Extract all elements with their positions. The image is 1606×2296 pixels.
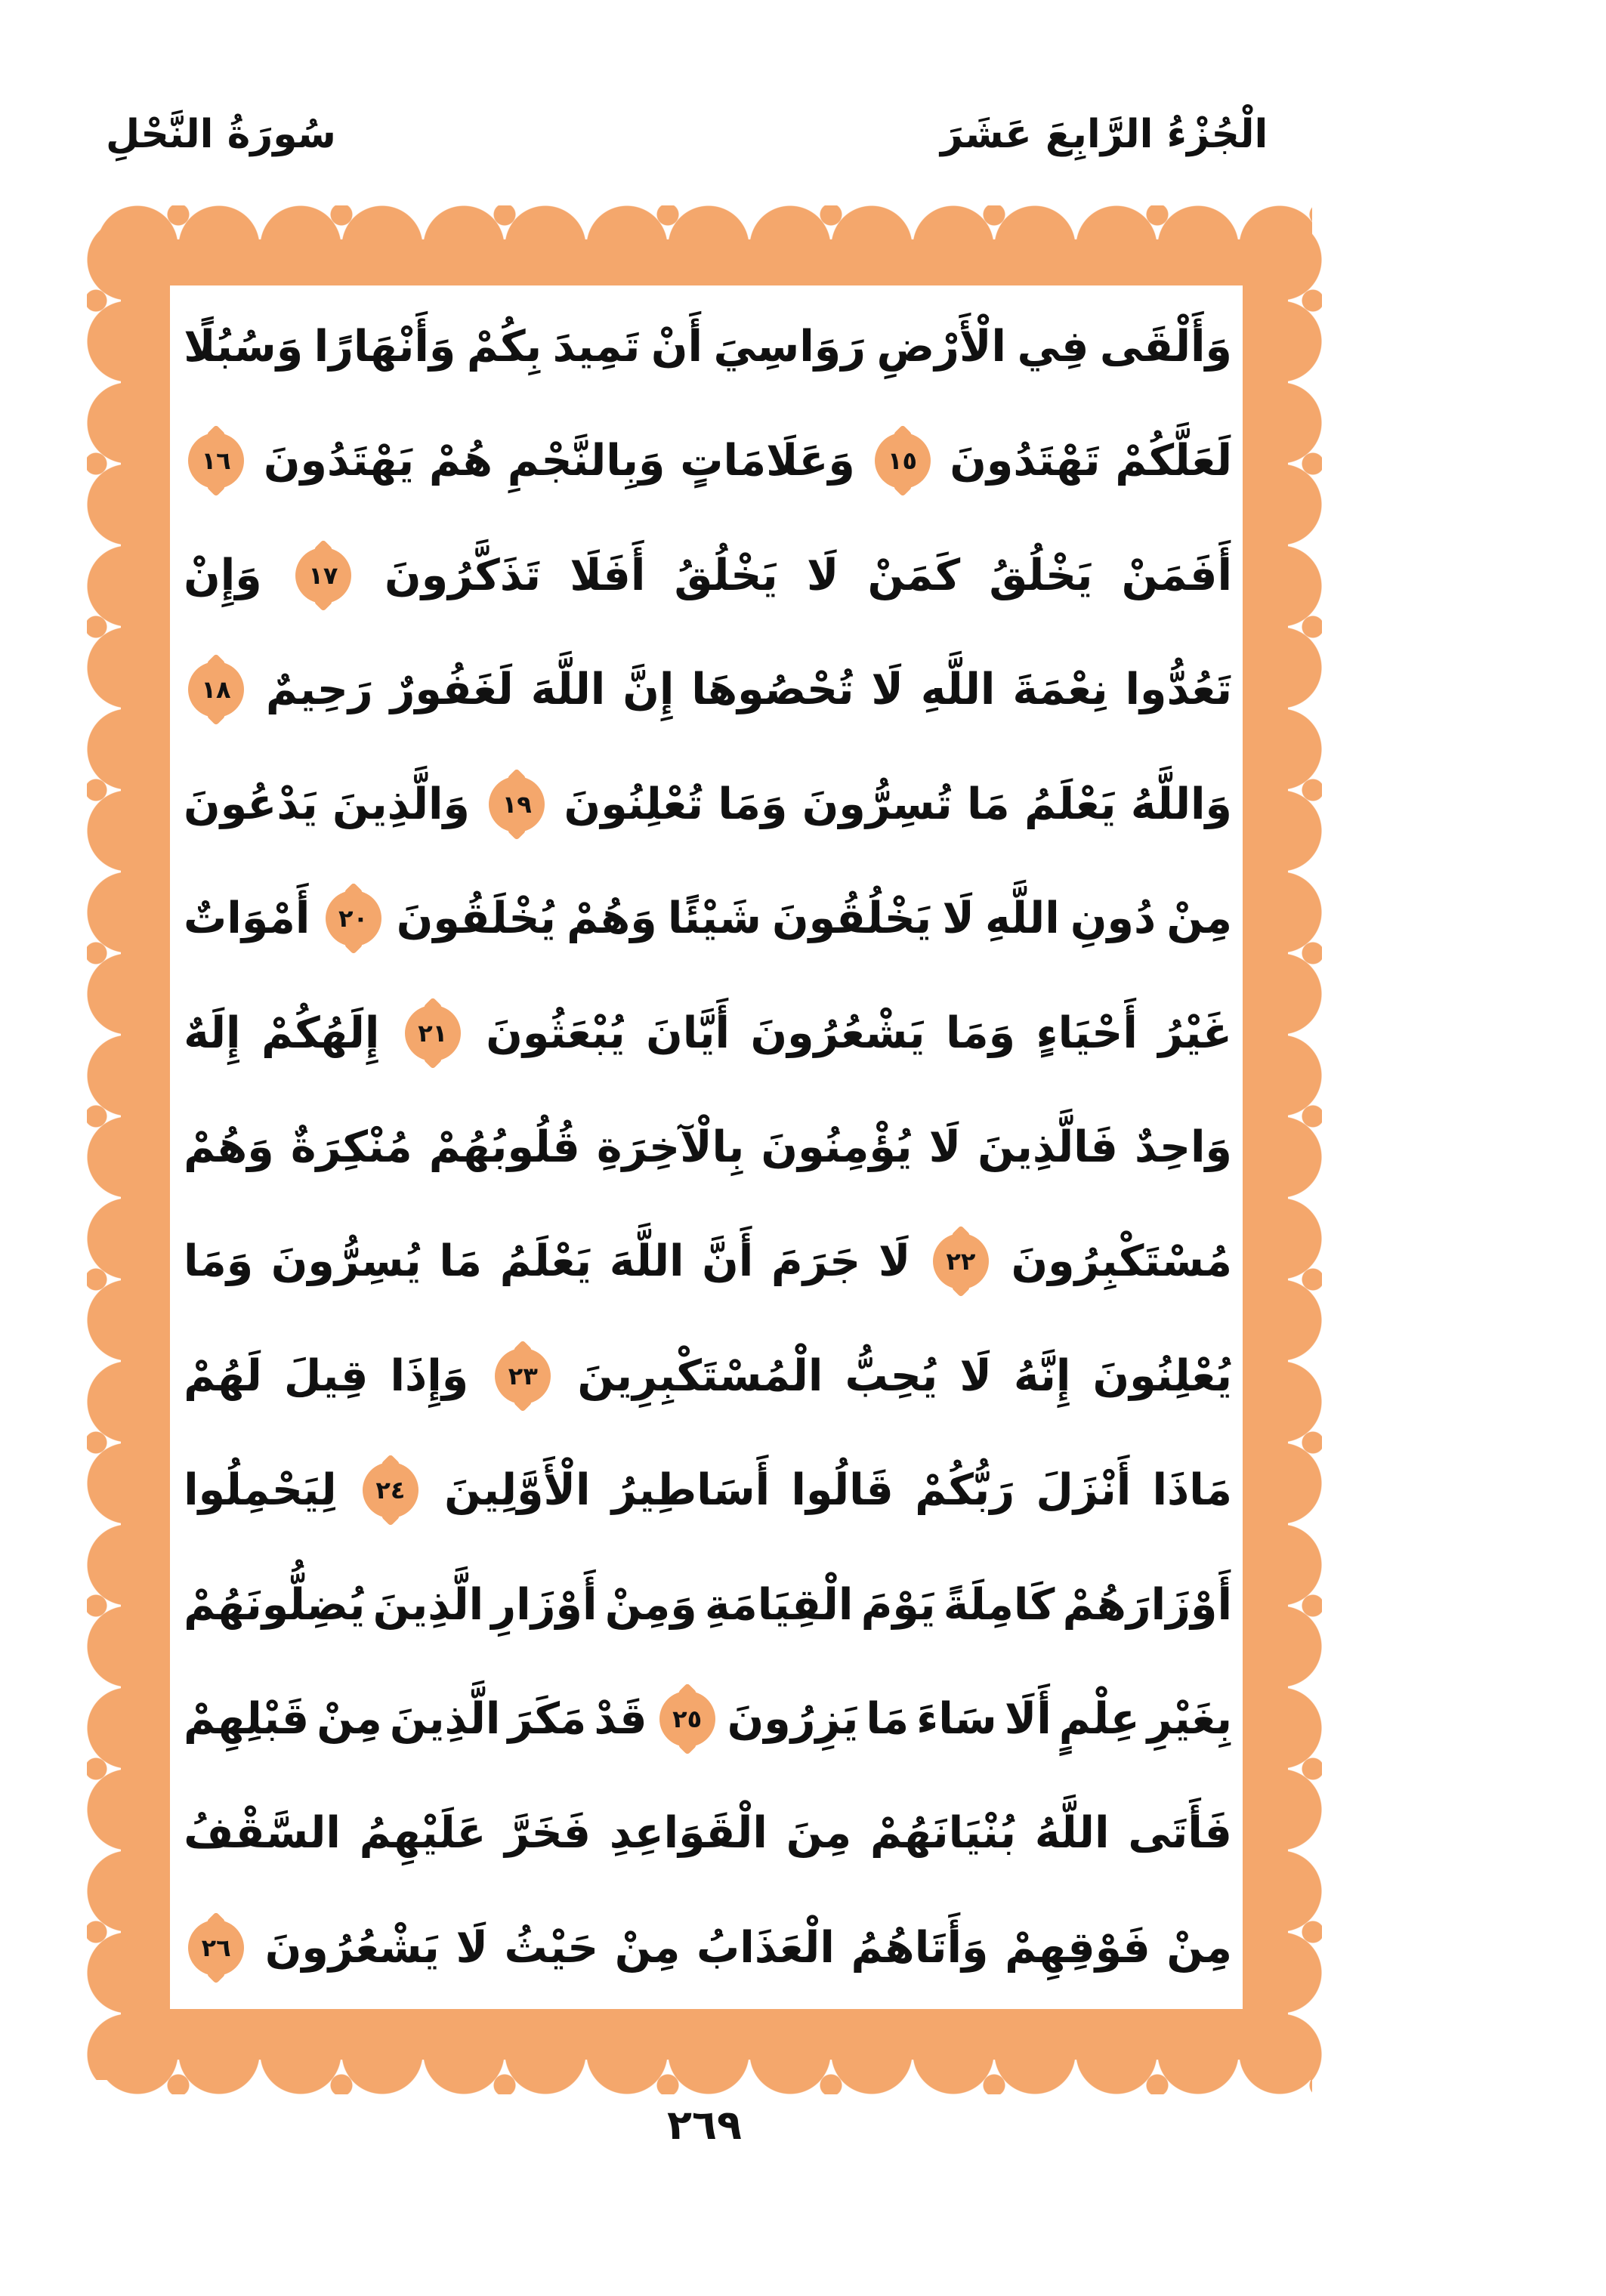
- ayah-word: أَوْزَارِ: [491, 1579, 598, 1630]
- ayah-word: يَعْلَمُ: [1024, 779, 1116, 829]
- ayah-word: فِي: [1017, 322, 1089, 372]
- ayah-word: عِلْمٍ: [1058, 1694, 1140, 1745]
- ayah-word: وَإِذَا: [390, 1350, 469, 1401]
- ayah-word: مِنْ: [317, 1694, 382, 1745]
- ayah-word: مِنْ: [614, 1922, 681, 1973]
- ayah-word: الْقِيَامَةِ: [704, 1579, 854, 1630]
- verse-marker: [659, 1691, 715, 1747]
- verse-number: ١٨: [201, 675, 231, 705]
- ayah-word: أَنَّ: [702, 1236, 754, 1287]
- ayah-word: اللَّهِ: [984, 893, 1060, 944]
- ayah-line: [184, 404, 1232, 517]
- verse-number: ٢٠: [338, 904, 369, 934]
- ayah-word: قَبْلِهِمْ: [184, 1694, 310, 1745]
- ayah-word: إِلَهُكُمْ: [261, 1008, 380, 1058]
- ayah-word: وَمَا: [945, 1008, 1016, 1058]
- ayah-word: يُضِلُّونَهُمْ: [184, 1579, 366, 1630]
- ayah-word: يَشْعُرُونَ: [750, 1008, 925, 1058]
- ayah-word: يُؤْمِنُونَ: [761, 1122, 913, 1172]
- ayah-word: تَمِيدَ: [552, 322, 641, 372]
- ayah-word: وَإِنْ: [184, 550, 262, 600]
- ayah-word: الْمُسْتَكْبِرِينَ: [577, 1350, 823, 1401]
- ayah-word: تَذَكَّرُونَ: [385, 550, 542, 600]
- ayah-word: الْعَذَابُ: [696, 1922, 835, 1973]
- page-number: ٢٦٩: [667, 2101, 742, 2149]
- ayah-word: هُمْ: [428, 436, 493, 486]
- ayah-word: بُنْيَانَهُمْ: [869, 1808, 1016, 1859]
- verse-marker: [188, 433, 244, 489]
- ayah-word: تُعْلِنُونَ: [564, 779, 704, 829]
- ayah-line: [184, 290, 1232, 403]
- ayah-word: وَعَلَامَاتٍ: [680, 436, 855, 486]
- ayah-word: وَمِنْ: [604, 1579, 697, 1630]
- ayah-word: وَمَا: [718, 779, 788, 829]
- verse-number: ٢٥: [672, 1705, 703, 1734]
- ayah-word: جَرَمَ: [771, 1236, 861, 1287]
- ayah-word: لَا: [878, 1236, 911, 1287]
- ayah-word: شَيْئًا: [667, 893, 761, 944]
- ayah-word: قُلُوبُهُمْ: [428, 1122, 580, 1172]
- ayah-word: وَأَلْقَى: [1099, 322, 1232, 372]
- ayah-word: الَّذِينَ: [372, 1579, 484, 1630]
- ayah-line: [184, 1891, 1232, 2004]
- ayah-line: [184, 1776, 1232, 1890]
- ayah-word: وَأَنْهَارًا: [313, 322, 456, 372]
- ayah-word: أَمْوَاتٌ: [184, 893, 310, 944]
- ayah-word: أَفَمَنْ: [1121, 550, 1232, 600]
- ayah-word: تَهْتَدُونَ: [950, 436, 1101, 486]
- juz-title-box: [940, 112, 1318, 157]
- ayah-word: دُونِ: [1070, 893, 1157, 944]
- ayah-word: لِيَحْمِلُوا: [184, 1465, 337, 1516]
- ayah-word: يَخْلُقُ: [674, 550, 778, 600]
- ayah-word: مَاذَا: [1152, 1465, 1232, 1516]
- ayah-word: يَشْعُرُونَ: [264, 1922, 440, 1973]
- ayah-word: يُعْلِنُونَ: [1092, 1350, 1232, 1401]
- ayah-word: بِغَيْرِ: [1147, 1694, 1232, 1745]
- ayah-word: الَّذِينَ: [389, 1694, 501, 1745]
- ayah-word: يَوْمَ: [860, 1579, 936, 1630]
- ayah-line: [184, 1091, 1232, 1204]
- ayah-word: بِالْآخِرَةِ: [596, 1122, 745, 1172]
- ayah-word: رَبُّكُمْ: [915, 1465, 1015, 1516]
- ayah-line: [184, 519, 1232, 632]
- ayah-word: نِعْمَةَ: [1012, 665, 1108, 715]
- ayah-word: فَخَرَّ: [505, 1808, 591, 1859]
- ayah-word: يَخْلُقُونَ: [772, 893, 932, 944]
- ayah-word: وَسُبُلًا: [184, 322, 304, 372]
- ayah-word: كَمَنْ: [867, 550, 961, 600]
- ayah-word: بِكُمْ: [466, 322, 542, 372]
- ayah-line: [184, 633, 1232, 746]
- ayah-line: [184, 748, 1232, 861]
- ayah-word: لَا: [942, 893, 974, 944]
- ayah-word: رَوَاسِيَ: [713, 322, 866, 372]
- ayah-word: سَاءَ: [916, 1694, 997, 1745]
- ayah-word: أَفَلَا: [570, 550, 646, 600]
- ayah-word: لَغَفُورٌ: [390, 665, 514, 715]
- frame-scallop-left: [87, 219, 122, 2080]
- verse-marker: [495, 1348, 551, 1404]
- ayah-word: وَاللَّهُ: [1130, 779, 1232, 829]
- frame-scallop-right: [1287, 219, 1322, 2080]
- verse-marker: [405, 1005, 461, 1061]
- ayah-word: وَبِالنَّجْمِ: [507, 436, 666, 486]
- surah-title: سُورَةُ النَّحْلِ: [106, 112, 336, 157]
- ayah-word: مِنْ: [1166, 1922, 1232, 1973]
- ayah-word: اللَّهَ: [530, 665, 606, 715]
- ayah-word: أَوْزَارَهُمْ: [1062, 1579, 1232, 1630]
- ayah-word: قِيلَ: [283, 1350, 369, 1401]
- ayah-word: أَحْيَاءٍ: [1036, 1008, 1138, 1058]
- ayah-word: قَدْ: [594, 1694, 647, 1745]
- ayah-word: مَا: [866, 1694, 910, 1745]
- ayah-word: الْقَوَاعِدِ: [609, 1808, 767, 1859]
- ayah-word: مِنَ: [786, 1808, 852, 1859]
- ayah-word: يَدْعُونَ: [184, 779, 318, 829]
- juz-title: الْجُزْءُ الرَّابِعَ عَشَرَ: [940, 112, 1268, 157]
- ayah-word: وَأَتَاهُمُ: [851, 1922, 989, 1973]
- ayah-word: مَكَرَ: [508, 1694, 587, 1745]
- ayah-word: يَعْلَمُ: [499, 1236, 592, 1287]
- ayah-word: أَسَاطِيرُ: [611, 1465, 771, 1516]
- verse-marker: [489, 776, 545, 832]
- ayah-word: تَعُدُّوا: [1125, 665, 1232, 715]
- ayah-word: غَيْرُ: [1158, 1008, 1232, 1058]
- ayah-line: [184, 1205, 1232, 1318]
- ayah-word: إِنَّهُ: [1013, 1350, 1071, 1401]
- verse-marker: [295, 548, 351, 603]
- frame-scallop-bottom: [97, 2060, 1312, 2094]
- verse-number: ٢١: [418, 1018, 448, 1048]
- verse-number: ٢٤: [375, 1476, 406, 1505]
- verse-marker: [875, 433, 931, 489]
- ayah-word: الْأَوَّلِينَ: [444, 1465, 591, 1516]
- ayah-word: تُحْصُوهَا: [691, 665, 854, 715]
- ayah-word: أَنْ: [650, 322, 703, 372]
- frame-scallop-top: [97, 205, 1312, 240]
- ayah-word: أَنْزَلَ: [1036, 1465, 1132, 1516]
- verse-number: ١٩: [502, 789, 532, 819]
- ayah-word: اللَّهَ: [609, 1236, 684, 1287]
- verse-marker: [188, 662, 244, 718]
- ayah-word: لَا: [456, 1922, 488, 1973]
- ayah-word: يُخْلَقُونَ: [396, 893, 556, 944]
- ayah-line: [184, 862, 1232, 975]
- ayah-line: [184, 1433, 1232, 1547]
- ayah-word: الْأَرْضِ: [876, 322, 1006, 372]
- ayah-word: لَا: [928, 1122, 962, 1172]
- ayah-word: لَا: [806, 550, 839, 600]
- verse-number: ٢٦: [201, 1933, 231, 1962]
- ayah-word: مَا: [439, 1236, 483, 1287]
- ayah-word: وَمَا: [184, 1236, 254, 1287]
- ayah-word: لَعَلَّكُمْ: [1115, 436, 1232, 486]
- ayah-line: [184, 977, 1232, 1090]
- ayah-word: مِنْ: [1166, 893, 1232, 944]
- verse-marker: [933, 1233, 989, 1289]
- ayah-word: إِنَّ: [622, 665, 675, 715]
- ayah-word: يَهْتَدُونَ: [263, 436, 415, 486]
- ayah-word: مَا: [966, 779, 1010, 829]
- ayah-word: يَزِرُونَ: [727, 1694, 859, 1745]
- ayah-word: مُنْكِرَةٌ: [290, 1122, 412, 1172]
- ayah-word: يُبْعَثُونَ: [486, 1008, 625, 1058]
- ayah-word: فَالَّذِينَ: [977, 1122, 1118, 1172]
- ayah-line: [184, 1662, 1232, 1776]
- ayah-word: وَالَّذِينَ: [332, 779, 470, 829]
- verse-number: ٢٢: [946, 1247, 976, 1276]
- ayah-word: اللَّهِ: [920, 665, 996, 715]
- ayah-word: عَلَيْهِمُ: [359, 1808, 486, 1859]
- ayah-word: كَامِلَةً: [943, 1579, 1055, 1630]
- ayah-word: اللَّهُ: [1034, 1808, 1110, 1859]
- ayah-word: يُسِرُّونَ: [270, 1236, 422, 1287]
- ayah-word: لَهُمْ: [184, 1350, 262, 1401]
- ayah-word: أَلَا: [1004, 1694, 1052, 1745]
- verse-number: ٢٣: [508, 1361, 538, 1390]
- ayah-word: يُحِبُّ: [845, 1350, 938, 1401]
- ayah-word: أَيَّانَ: [646, 1008, 730, 1058]
- ayah-word: قَالُوا: [791, 1465, 894, 1516]
- verse-marker: [188, 1920, 244, 1976]
- ayah-word: وَهُمْ: [184, 1122, 274, 1172]
- ayah-line: [184, 1319, 1232, 1433]
- ayah-word: تُسِرُّونَ: [801, 779, 953, 829]
- ayah-word: وَاحِدٌ: [1135, 1122, 1232, 1172]
- ayah-word: رَحِيمٌ: [265, 665, 373, 715]
- ayah-word: إِلَهٌ: [184, 1008, 241, 1058]
- ayah-word: فَأَتَى: [1128, 1808, 1232, 1859]
- ayah-text-area: [184, 290, 1232, 2004]
- ayah-word: لَا: [871, 665, 903, 715]
- verse-number: ١٥: [888, 446, 918, 476]
- verse-marker: [326, 890, 381, 946]
- ayah-word: لَا: [959, 1350, 992, 1401]
- ayah-word: وَهُمْ: [567, 893, 657, 944]
- ayah-word: السَّقْفُ: [184, 1808, 341, 1859]
- verse-marker: [363, 1462, 418, 1518]
- ayah-word: حَيْثُ: [504, 1922, 599, 1973]
- ayah-word: مُسْتَكْبِرُونَ: [1011, 1236, 1232, 1287]
- ayah-word: يَخْلُقُ: [989, 550, 1093, 600]
- ayah-word: فَوْقِهِمْ: [1005, 1922, 1150, 1973]
- ayah-line: [184, 1548, 1232, 1662]
- verse-number: ١٦: [201, 446, 231, 476]
- verse-number: ١٧: [308, 560, 338, 590]
